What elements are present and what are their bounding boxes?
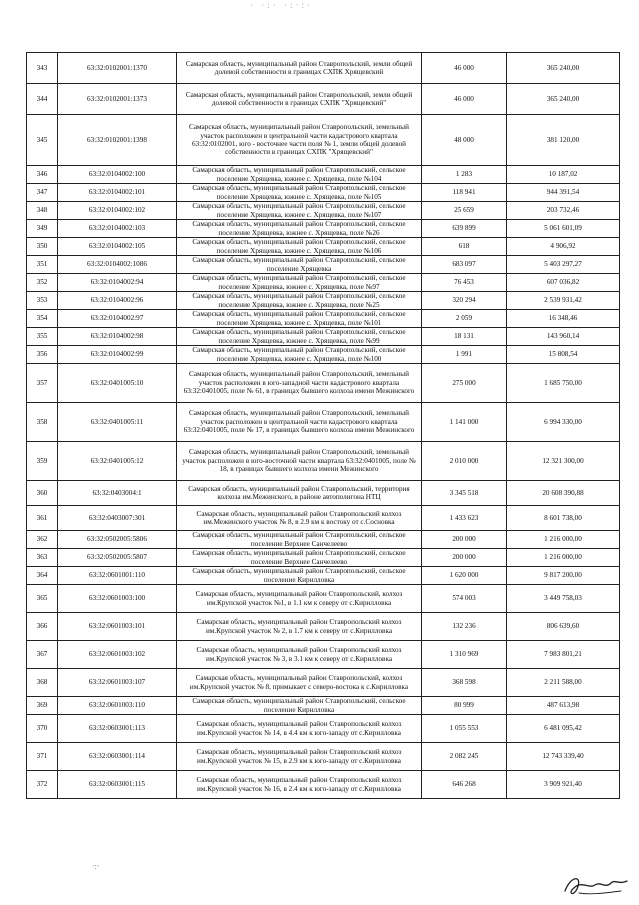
cell-cadastral-value: 143 960,14 (507, 328, 620, 346)
scan-artifact: · ·:· ·:·:· (250, 0, 313, 10)
cell-row-number: 360 (27, 481, 58, 506)
cell-address: Самарская область, муниципальный район Ставропольский, земли общей долевой собственности в границах СХПК "Хрящевский" (177, 84, 422, 115)
cell-cadastral-number: 63:32:0104002:98 (58, 328, 177, 346)
cell-address: Самарская область, муниципальный район Ставропольский, земельный участок расположен в центральной части кадастрового квартала 63:32:0401005, поле № 17, в границах бывшего колхоза имени Межинского (177, 403, 422, 442)
land-plots-table (26, 52, 620, 799)
cell-address: Самарская область, муниципальный район Ставропольский, сельское поселение Верхнее Санчелеево (177, 549, 422, 567)
cell-cadastral-number: 63:32:0104002:102 (58, 202, 177, 220)
cell-cadastral-number: 63:32:0401005:10 (58, 364, 177, 403)
cell-cadastral-value: 5 061 601,09 (507, 220, 620, 238)
table-row (27, 567, 620, 585)
cell-area: 46 000 (422, 53, 507, 84)
cell-cadastral-value: 16 348,46 (507, 310, 620, 328)
table-row (27, 613, 620, 641)
cell-address: Самарская область, муниципальный район Ставропольский колхоз им.Крупской участок № 16, в 2.4 км к юго-западу от с.Кирилловка (177, 771, 422, 799)
table-row (27, 238, 620, 256)
cell-cadastral-number: 63:32:0104002:103 (58, 220, 177, 238)
cell-address: Самарская область, муниципальный район Ставропольский, сельское поселение Кирилловка (177, 567, 422, 585)
cell-cadastral-value: 1 685 750,00 (507, 364, 620, 403)
table-row (27, 743, 620, 771)
cell-area: 618 (422, 238, 507, 256)
cell-address: Самарская область, муниципальный район Ставропольский, сельское поселение Кирилловка (177, 697, 422, 715)
cell-cadastral-number: 63:32:0104002:96 (58, 292, 177, 310)
table-row (27, 549, 620, 567)
cell-cadastral-value: 2 211 588,00 (507, 669, 620, 697)
cell-row-number: 352 (27, 274, 58, 292)
cell-area: 3 345 518 (422, 481, 507, 506)
table-row (27, 771, 620, 799)
cell-row-number: 365 (27, 585, 58, 613)
cell-address: Самарская область, муниципальный район Ставропольский, сельское поселение Хрящевка, южнее с. Хрящевка, поле №25 (177, 292, 422, 310)
cell-area: 639 899 (422, 220, 507, 238)
cell-row-number: 350 (27, 238, 58, 256)
cell-address: Самарская область, муниципальный район Ставропольский колхоз им.Крупской участок № 14, в 4.4 км к юго-западу от с.Кирилловка (177, 715, 422, 743)
cell-row-number: 353 (27, 292, 58, 310)
cell-cadastral-value: 12 321 300,00 (507, 442, 620, 481)
cell-address: Самарская область, муниципальный район Ставропольский, сельское поселение Верхнее Санчелеево (177, 531, 422, 549)
cell-row-number: 351 (27, 256, 58, 274)
cell-area: 1 620 000 (422, 567, 507, 585)
cell-address: Самарская область, муниципальный район Ставропольский, сельское поселение Хрящевка, южнее с. Хрящевка, поле №105 (177, 184, 422, 202)
cell-address: Самарская область, муниципальный район Ставропольский, земельный участок расположен в центральной части кадастрового квартала 63:32:0102001, юго - восточнее части поля № 1, земли общей долевой собственности в границах СХПК "Хрящевский" (177, 115, 422, 166)
cell-cadastral-value: 4 906,92 (507, 238, 620, 256)
cell-address: Самарская область, муниципальный район Ставропольский колхоз им.Крупской участок № 2, в 1.7 км к северу от с.Кирилловка (177, 613, 422, 641)
table-row (27, 697, 620, 715)
cell-row-number: 363 (27, 549, 58, 567)
table-row (27, 442, 620, 481)
cell-cadastral-number: 63:32:0601003:100 (58, 585, 177, 613)
cell-address: Самарская область, муниципальный район Ставропольский колхоз им.Крупской участок № 3, в 3.1 км к северу от с.Кирилловка (177, 641, 422, 669)
cell-row-number: 359 (27, 442, 58, 481)
cell-address: Самарская область, муниципальный район Ставропольский, сельское поселение Хрящевка, южнее с. Хрящевка, поле №26 (177, 220, 422, 238)
cell-cadastral-number: 63:32:0603001:113 (58, 715, 177, 743)
cell-area: 200 000 (422, 549, 507, 567)
cell-address: Самарская область, муниципальный район Ставропольский, земельный участок расположен в юго-западной части кадастрового квартала 63:32:0401005, поле № 61, в границах бывшего колхоза имени Межинского (177, 364, 422, 403)
cell-cadastral-number: 63:32:0104002:101 (58, 184, 177, 202)
table-row (27, 506, 620, 531)
cell-cadastral-number: 63:32:0104002:1086 (58, 256, 177, 274)
cell-area: 574 003 (422, 585, 507, 613)
cell-cadastral-value: 365 240,00 (507, 53, 620, 84)
cell-area: 118 941 (422, 184, 507, 202)
cell-cadastral-number: 63:32:0403004:1 (58, 481, 177, 506)
cell-cadastral-value: 8 601 738,00 (507, 506, 620, 531)
cell-cadastral-value: 6 481 095,42 (507, 715, 620, 743)
cell-area: 1 991 (422, 346, 507, 364)
cell-row-number: 345 (27, 115, 58, 166)
cell-cadastral-number: 63:32:0601003:107 (58, 669, 177, 697)
cell-row-number: 366 (27, 613, 58, 641)
cell-cadastral-number: 63:32:0601003:110 (58, 697, 177, 715)
table-row (27, 481, 620, 506)
cell-address: Самарская область, муниципальный район Ставропольский, сельское поселение Хрящевка, южнее с. Хрящевка, поле №101 (177, 310, 422, 328)
table-row (27, 669, 620, 697)
cell-row-number: 356 (27, 346, 58, 364)
cell-row-number: 370 (27, 715, 58, 743)
table-row (27, 310, 620, 328)
cell-cadastral-value: 1 216 000,00 (507, 549, 620, 567)
table-row (27, 84, 620, 115)
cell-area: 1 310 969 (422, 641, 507, 669)
cell-address: Самарская область, муниципальный район Ставропольский, сельское поселение Хрящевка, южнее с. Хрящевка, поле №99 (177, 328, 422, 346)
cell-cadastral-value: 3 449 758,03 (507, 585, 620, 613)
cell-cadastral-number: 63:32:0603001:114 (58, 743, 177, 771)
table-row (27, 364, 620, 403)
cell-address: Самарская область, муниципальный район Ставропольский колхоз им.Крупской участок № 15, в 2.9 км к юго-западу от с.Кирилловка (177, 743, 422, 771)
cell-address: Самарская область, муниципальный район Ставропольский, земли общей долевой собственности в границах СХПК Хрящевский (177, 53, 422, 84)
cell-cadastral-value: 2 539 931,42 (507, 292, 620, 310)
cell-row-number: 371 (27, 743, 58, 771)
table-row (27, 256, 620, 274)
cell-area: 132 236 (422, 613, 507, 641)
cell-address: Самарская область, муниципальный район Ставропольский, сельское поселение Хрящевка (177, 256, 422, 274)
cell-cadastral-value: 5 403 297,27 (507, 256, 620, 274)
cell-address: Самарская область, муниципальный район Ставропольский, территория колхоза им.Межинского, в районе автополигона НТЦ (177, 481, 422, 506)
cell-area: 2 082 245 (422, 743, 507, 771)
cell-cadastral-value: 6 994 330,00 (507, 403, 620, 442)
cell-cadastral-value: 9 817 200,00 (507, 567, 620, 585)
cell-area: 320 294 (422, 292, 507, 310)
cell-area: 200 000 (422, 531, 507, 549)
cell-address: Самарская область, муниципальный район Ставропольский, колхоз им.Крупской участок № 8, примыкает с северо-востока к с.Кирилловка (177, 669, 422, 697)
cell-row-number: 346 (27, 166, 58, 184)
cell-area: 46 000 (422, 84, 507, 115)
cell-row-number: 372 (27, 771, 58, 799)
table-row (27, 166, 620, 184)
table-row (27, 184, 620, 202)
cell-cadastral-number: 63:32:0104002:97 (58, 310, 177, 328)
table-row (27, 202, 620, 220)
cell-row-number: 354 (27, 310, 58, 328)
cell-row-number: 367 (27, 641, 58, 669)
cell-area: 1 283 (422, 166, 507, 184)
cell-row-number: 349 (27, 220, 58, 238)
cell-row-number: 357 (27, 364, 58, 403)
cell-cadastral-number: 63:32:0102001:1398 (58, 115, 177, 166)
table-row (27, 292, 620, 310)
cell-address: Самарская область, муниципальный район Ставропольский, колхоз им.Крупской участок №1, в 1.1 км к северу от с.Кирилловка (177, 585, 422, 613)
cell-cadastral-value: 7 983 801,21 (507, 641, 620, 669)
cell-cadastral-value: 487 613,98 (507, 697, 620, 715)
table-row (27, 715, 620, 743)
table-row (27, 585, 620, 613)
cell-cadastral-value: 3 909 921,40 (507, 771, 620, 799)
table-body (27, 53, 620, 799)
cell-area: 76 453 (422, 274, 507, 292)
handwritten-signature (561, 871, 631, 899)
cell-cadastral-value: 203 732,46 (507, 202, 620, 220)
table-row (27, 53, 620, 84)
cell-area: 25 659 (422, 202, 507, 220)
cell-cadastral-number: 63:32:0502005:5807 (58, 549, 177, 567)
cell-cadastral-number: 63:32:0601001:110 (58, 567, 177, 585)
cell-cadastral-number: 63:32:0104002:100 (58, 166, 177, 184)
cell-row-number: 355 (27, 328, 58, 346)
table-row (27, 403, 620, 442)
cell-row-number: 362 (27, 531, 58, 549)
cell-area: 1 141 000 (422, 403, 507, 442)
cell-cadastral-value: 381 120,00 (507, 115, 620, 166)
cell-row-number: 368 (27, 669, 58, 697)
cell-address: Самарская область, муниципальный район Ставропольский колхоз им.Межинского участок № 8, в 2.9 км к востоку от с.Сосновка (177, 506, 422, 531)
cell-area: 48 000 (422, 115, 507, 166)
cell-area: 275 000 (422, 364, 507, 403)
table-row (27, 328, 620, 346)
cell-cadastral-value: 1 216 000,00 (507, 531, 620, 549)
cell-area: 2 010 000 (422, 442, 507, 481)
cell-area: 2 059 (422, 310, 507, 328)
cell-cadastral-number: 63:32:0403007:301 (58, 506, 177, 531)
cell-cadastral-number: 63:32:0104002:105 (58, 238, 177, 256)
cell-row-number: 344 (27, 84, 58, 115)
table-row (27, 274, 620, 292)
cell-cadastral-number: 63:32:0502005:5806 (58, 531, 177, 549)
cell-cadastral-number: 63:32:0601003:102 (58, 641, 177, 669)
cell-cadastral-value: 10 187,02 (507, 166, 620, 184)
table-row (27, 346, 620, 364)
cell-row-number: 348 (27, 202, 58, 220)
cell-address: Самарская область, муниципальный район Ставропольский, сельское поселение Хрящевка, южнее с. Хрящевка, поле №97 (177, 274, 422, 292)
cell-cadastral-number: 63:32:0401005:11 (58, 403, 177, 442)
cell-address: Самарская область, муниципальный район Ставропольский, сельское поселение Хрящевка, южнее с. Хрящевка, поле №100 (177, 346, 422, 364)
cell-row-number: 361 (27, 506, 58, 531)
cell-cadastral-number: 63:32:0104002:99 (58, 346, 177, 364)
table-row (27, 115, 620, 166)
cell-address: Самарская область, муниципальный район Ставропольский, сельское поселение Хрящевка, южнее с. Хрящевка, поле №107 (177, 202, 422, 220)
cell-area: 1 055 553 (422, 715, 507, 743)
cell-cadastral-value: 20 608 390,88 (507, 481, 620, 506)
cell-cadastral-value: 12 743 339,40 (507, 743, 620, 771)
cell-row-number: 369 (27, 697, 58, 715)
table-row (27, 641, 620, 669)
cell-cadastral-value: 607 036,82 (507, 274, 620, 292)
cell-area: 646 268 (422, 771, 507, 799)
cell-address: Самарская область, муниципальный район Ставропольский, сельское поселение Хрящевка, южнее с. Хрящевка, поле №104 (177, 166, 422, 184)
cell-cadastral-value: 944 391,54 (507, 184, 620, 202)
cell-area: 368 598 (422, 669, 507, 697)
cell-cadastral-number: 63:32:0102001:1370 (58, 53, 177, 84)
scan-artifact-mark: ·:· (92, 862, 100, 871)
cell-cadastral-value: 365 240,00 (507, 84, 620, 115)
cell-cadastral-number: 63:32:0603001:115 (58, 771, 177, 799)
cell-row-number: 364 (27, 567, 58, 585)
cell-cadastral-number: 63:32:0104002:94 (58, 274, 177, 292)
cell-row-number: 358 (27, 403, 58, 442)
cell-cadastral-number: 63:32:0601003:101 (58, 613, 177, 641)
cell-row-number: 343 (27, 53, 58, 84)
cell-cadastral-value: 806 639,60 (507, 613, 620, 641)
cell-cadastral-value: 15 808,54 (507, 346, 620, 364)
table-row (27, 531, 620, 549)
cell-cadastral-number: 63:32:0102001:1373 (58, 84, 177, 115)
cell-area: 18 131 (422, 328, 507, 346)
cell-cadastral-number: 63:32:0401005:12 (58, 442, 177, 481)
cell-area: 683 097 (422, 256, 507, 274)
cell-area: 80 999 (422, 697, 507, 715)
cell-address: Самарская область, муниципальный район Ставропольский, земельный участок расположен в юго-восточной части квартала 63:32:0401005, поле № 18, в границах бывшего колхоза имени Межинского (177, 442, 422, 481)
cell-address: Самарская область, муниципальный район Ставропольский, сельское поселение Хрящевка, южнее с. Хрящевка, поле №106 (177, 238, 422, 256)
cell-area: 1 433 623 (422, 506, 507, 531)
cell-row-number: 347 (27, 184, 58, 202)
table-row (27, 220, 620, 238)
